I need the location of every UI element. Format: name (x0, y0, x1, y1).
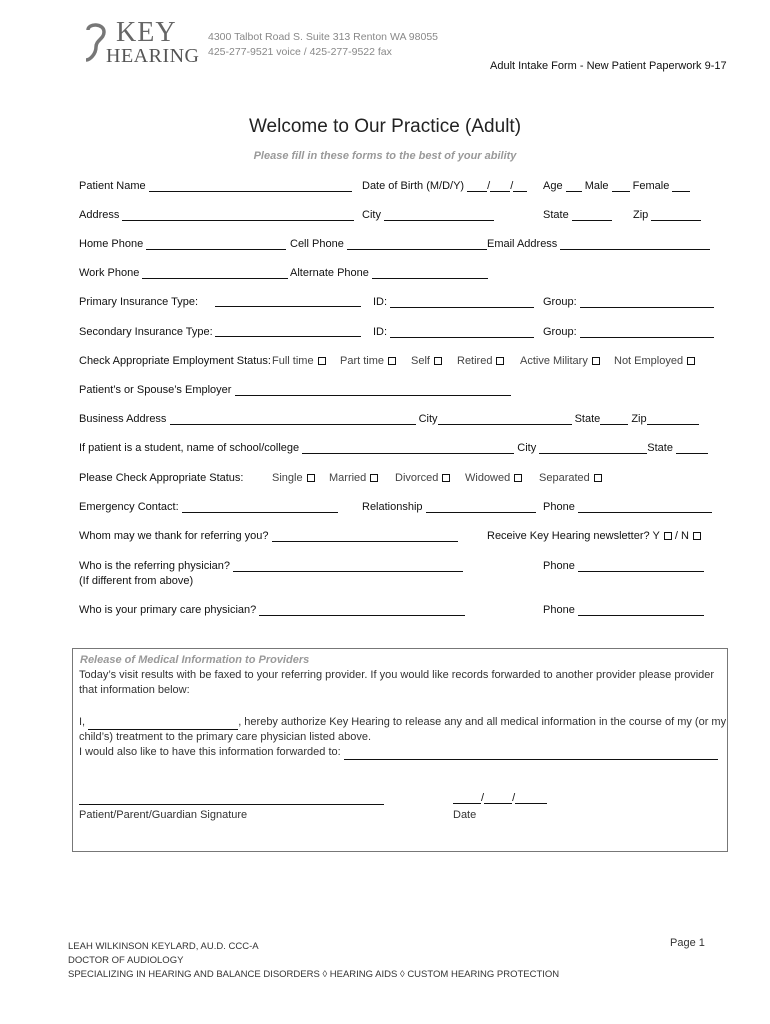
school-city-label: City (517, 442, 537, 454)
newsletter-no-label: / N (674, 530, 689, 542)
dob-label: Date of Birth (M/D/Y) (362, 180, 465, 192)
primary-id-field (373, 296, 534, 308)
release-text-2: that information below: (79, 684, 190, 696)
page-subtitle: Please fill in these forms to the best of your ability (253, 150, 517, 162)
primary-insurance-label: Primary Insurance Type: (79, 296, 199, 308)
business-state-label: State (574, 413, 601, 425)
primary-care-physician-label: Who is your primary care physician? (79, 604, 257, 616)
secondary-group-field (543, 326, 714, 338)
employment-option-not-employed[interactable]: Not Employed (614, 355, 695, 367)
marital-option-divorced[interactable]: Divorced (395, 472, 450, 484)
dob-day-input[interactable] (490, 181, 510, 192)
marital-option-married[interactable]: Married (329, 472, 378, 484)
referral-label: Whom may we thank for referring you? (79, 530, 269, 542)
release-paragraph (79, 668, 719, 698)
employment-option-self[interactable]: Self (411, 355, 442, 367)
primary-group-label: Group: (543, 296, 577, 308)
city-input[interactable] (384, 210, 494, 221)
address-label: Address (79, 209, 120, 221)
emergency-contact-label: Emergency Contact: (79, 501, 179, 513)
newsletter-yes-checkbox[interactable] (664, 532, 672, 540)
authorization-name-input[interactable] (88, 719, 238, 730)
checkbox[interactable] (370, 474, 378, 482)
forward-input[interactable] (344, 749, 718, 760)
authorization-prefix: I, (79, 716, 86, 728)
employment-status-label: Check Appropriate Employment Status: (79, 355, 271, 367)
authorization-paragraph (79, 715, 727, 760)
checkbox[interactable] (442, 474, 450, 482)
marital-status-label: Please Check Appropriate Status: (79, 472, 244, 484)
state-label: State (543, 209, 569, 221)
logo-text-hearing: HEARING (106, 45, 200, 67)
authorization-text: , hereby authorize Key Hearing to release any and all medical information in the course of my (or my (238, 716, 727, 728)
checkbox[interactable] (307, 474, 315, 482)
footer-info (68, 940, 559, 982)
footer-doctor-name: LEAH WILKINSON KEYLARD, AU.D. CCC-A (68, 941, 259, 952)
newsletter-yes-label: Y (652, 530, 660, 542)
employer-label: Patient’s or Spouse’s Employer (79, 384, 232, 396)
email-input[interactable] (560, 239, 710, 250)
state-input[interactable] (572, 210, 612, 221)
cell-phone-input[interactable] (347, 239, 487, 250)
pcp-phone-field (543, 604, 704, 616)
date-label: Date (453, 809, 477, 821)
marital-option-single[interactable]: Single (272, 472, 315, 484)
dob-field: Date of Birth (M/D/Y) / / (362, 180, 527, 192)
alternate-phone-label: Alternate Phone (290, 267, 369, 279)
employment-option-active-military[interactable]: Active Military (520, 355, 600, 367)
relationship-field (362, 501, 536, 513)
school-state-input[interactable] (676, 443, 708, 454)
primary-id-input[interactable] (390, 297, 534, 308)
employment-option-full-time[interactable]: Full time (272, 355, 326, 367)
dob-year-input[interactable] (513, 181, 527, 192)
state-field (543, 209, 612, 221)
primary-insurance-input[interactable] (215, 296, 361, 307)
emergency-phone-input[interactable] (578, 502, 712, 513)
release-title: Release of Medical Information to Providers (80, 654, 310, 666)
referring-physician-field (79, 560, 463, 572)
referring-physician-phone-field (543, 560, 704, 572)
alternate-phone-input[interactable] (372, 268, 488, 279)
address-field (79, 209, 354, 221)
emergency-phone-label: Phone (543, 501, 575, 513)
pcp-phone-input[interactable] (578, 605, 704, 616)
logo-text-key: KEY (116, 17, 177, 48)
authorization-text-2: child’s) treatment to the primary care physician listed above. (79, 731, 372, 743)
referring-physician-phone-label: Phone (543, 560, 575, 572)
business-address-input[interactable] (170, 414, 416, 425)
work-phone-label: Work Phone (79, 267, 140, 279)
dob-month-input[interactable] (467, 181, 487, 192)
referral-input[interactable] (272, 531, 458, 542)
zip-label: Zip (633, 209, 649, 221)
home-phone-label: Home Phone (79, 238, 144, 250)
emergency-contact-input[interactable] (182, 502, 338, 513)
business-zip-label: Zip (631, 413, 647, 425)
school-state-label: State (647, 442, 673, 454)
signature-date-input: / / (453, 792, 547, 804)
age-sex-field (543, 180, 690, 192)
checkbox[interactable] (318, 357, 326, 365)
secondary-id-field (373, 326, 534, 338)
checkbox[interactable] (434, 357, 442, 365)
city-field (362, 209, 494, 221)
referring-physician-label: Who is the referring physician? (79, 560, 231, 572)
footer-doctor-role: DOCTOR OF AUDIOLOGY (68, 955, 184, 966)
age-input[interactable] (566, 181, 582, 192)
referring-physician-input[interactable] (233, 561, 463, 572)
cell-phone-field (290, 238, 487, 250)
business-city-input[interactable] (438, 414, 572, 425)
patient-name-field (79, 180, 352, 192)
newsletter-field (487, 530, 701, 542)
secondary-group-input[interactable] (580, 327, 714, 338)
marital-option-widowed[interactable]: Widowed (465, 472, 522, 484)
email-field (487, 238, 710, 250)
patient-name-input[interactable] (149, 181, 352, 192)
secondary-id-input[interactable] (390, 327, 534, 338)
employment-option-retired[interactable]: Retired (457, 355, 504, 367)
employer-input[interactable] (235, 385, 511, 396)
city-label: City (362, 209, 381, 221)
primary-group-input[interactable] (580, 297, 714, 308)
emergency-phone-field (543, 501, 712, 513)
work-phone-input[interactable] (142, 268, 288, 279)
male-input[interactable] (612, 181, 630, 192)
alternate-phone-field (290, 267, 488, 279)
signature-label: Patient/Parent/Guardian Signature (79, 809, 248, 821)
business-address-label: Business Address (79, 413, 167, 425)
primary-id-label: ID: (373, 296, 388, 308)
secondary-insurance-label: Secondary Insurance Type: (79, 326, 213, 338)
relationship-label: Relationship (362, 501, 423, 513)
female-label: Female (632, 180, 670, 192)
patient-name-label: Patient Name (79, 180, 146, 192)
form-identifier: Adult Intake Form - New Patient Paperwork 9-17 (490, 60, 727, 72)
newsletter-no-checkbox[interactable] (693, 532, 701, 540)
address-input[interactable] (122, 210, 354, 221)
primary-care-physician-field (79, 604, 465, 616)
secondary-group-label: Group: (543, 326, 577, 338)
page-title: Welcome to Our Practice (Adult) (248, 116, 522, 137)
zip-field (633, 209, 701, 221)
primary-group-field (543, 296, 714, 308)
footer-specialty: SPECIALIZING IN HEARING AND BALANCE DISORDERS ◊ HEARING AIDS ◊ CUSTOM HEARING PROTECTION (68, 969, 560, 980)
date-month-input[interactable] (453, 793, 481, 804)
date-day-input[interactable] (484, 793, 512, 804)
school-field (79, 442, 708, 454)
female-input[interactable] (672, 181, 690, 192)
date-year-input[interactable] (515, 793, 547, 804)
primary-care-physician-input[interactable] (259, 605, 465, 616)
if-different-note: (If different from above) (79, 575, 194, 587)
home-phone-field (79, 238, 286, 250)
zip-input[interactable] (651, 210, 701, 221)
secondary-id-label: ID: (373, 326, 388, 338)
relationship-input[interactable] (426, 502, 536, 513)
age-label: Age (543, 180, 563, 192)
cell-phone-label: Cell Phone (290, 238, 344, 250)
secondary-insurance-input[interactable] (215, 326, 361, 337)
work-phone-field (79, 267, 288, 279)
newsletter-label: Receive Key Hearing newsletter? (487, 530, 650, 542)
release-text-1: Today’s visit results with be faxed to your referring provider. If you would like records forwarded to another provider please provider (79, 669, 715, 681)
checkbox[interactable] (514, 474, 522, 482)
clinic-address: 4300 Talbot Road S. Suite 313 Renton WA 98055 (208, 31, 439, 43)
school-label: If patient is a student, name of school/college (79, 442, 300, 454)
marital-option-separated[interactable]: Separated (539, 472, 602, 484)
forward-label: I would also like to have this information forwarded to: (79, 746, 341, 758)
checkbox[interactable] (594, 474, 602, 482)
emergency-contact-field (79, 501, 338, 513)
referral-field (79, 530, 458, 542)
clinic-contact (208, 30, 438, 60)
business-zip-input[interactable] (647, 414, 699, 425)
signature-input[interactable] (79, 794, 384, 805)
pcp-phone-label: Phone (543, 604, 575, 616)
business-address-field (79, 413, 699, 425)
clinic-phone: 425-277-9521 voice / 425-277-9522 fax (208, 46, 392, 58)
checkbox[interactable] (687, 357, 695, 365)
school-city-input[interactable] (539, 443, 647, 454)
business-state-input[interactable] (600, 414, 628, 425)
checkbox[interactable] (592, 357, 600, 365)
male-label: Male (584, 180, 609, 192)
employment-option-part-time[interactable]: Part time (340, 355, 396, 367)
school-input[interactable] (302, 443, 514, 454)
checkbox[interactable] (496, 357, 504, 365)
key-hearing-logo (84, 18, 199, 68)
checkbox[interactable] (388, 357, 396, 365)
referring-physician-phone-input[interactable] (578, 561, 704, 572)
employer-field (79, 384, 511, 396)
home-phone-input[interactable] (146, 239, 286, 250)
business-city-label: City (418, 413, 438, 425)
page-number: Page 1 (670, 937, 705, 949)
email-label: Email Address (487, 238, 558, 250)
